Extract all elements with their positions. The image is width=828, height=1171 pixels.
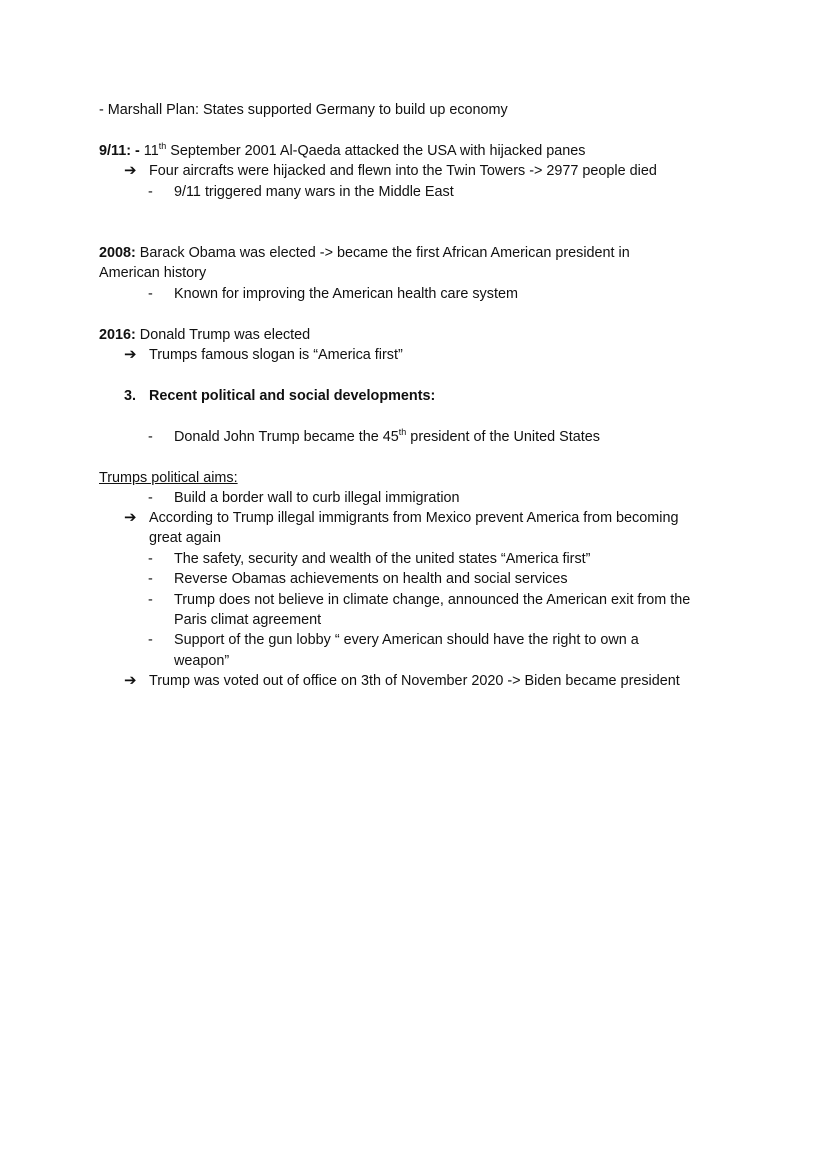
dash-bullet-icon: -	[148, 571, 153, 587]
obama-line-2: American history	[99, 265, 207, 281]
section-3-number: 3.	[124, 388, 137, 404]
section-3-bullet-pre: Donald John Trump became the 45	[174, 429, 399, 445]
arrow-icon: ➔	[124, 346, 137, 363]
section-3-bullet-post: president of the United States	[406, 429, 600, 445]
dash-bullet-icon: -	[148, 429, 153, 445]
dash-bullet-icon: -	[148, 184, 153, 200]
section-3-title: Recent political and social developments:	[149, 388, 436, 404]
obama-line-1	[99, 243, 630, 263]
marshall-plan-line: - Marshall Plan: States supported Germany to build up economy	[99, 102, 508, 118]
aims-bullet-4-line-1: Trump does not believe in climate change, announced the American exit from the	[174, 592, 691, 608]
dash-bullet-icon: -	[148, 632, 153, 648]
trump-2016-line	[99, 325, 310, 345]
nine-eleven-heading: 9/11: -	[99, 143, 140, 159]
aims-arrow-1-line-2: great again	[149, 530, 222, 546]
nine-eleven-ordinal: 11	[143, 143, 159, 159]
trump-2016-text: Donald Trump was elected	[135, 327, 311, 343]
nine-eleven-arrow-text: Four aircrafts were hijacked and flewn into the Twin Towers -> 2977 people died	[149, 163, 657, 179]
nine-eleven-ordinal-suffix: th	[158, 141, 167, 152]
trump-2016-year: 2016:	[99, 327, 136, 343]
section-3-bullet-sup: th	[398, 427, 407, 438]
nine-eleven-text: September 2001 Al-Qaeda attacked the USA with hijacked panes	[166, 143, 586, 159]
arrow-icon: ➔	[124, 162, 137, 179]
obama-text: Barack Obama was elected -> became the first African American president in	[135, 245, 630, 261]
nine-eleven-bullet: 9/11 triggered many wars in the Middle East	[174, 184, 454, 200]
aims-heading: Trumps political aims:	[99, 470, 238, 486]
aims-arrow-1-line-1: According to Trump illegal immigrants from Mexico prevent America from becoming	[149, 510, 679, 526]
dash-bullet-icon: -	[148, 551, 153, 567]
trump-slogan-line: Trumps famous slogan is “America first”	[149, 347, 403, 363]
dash-bullet-icon: -	[148, 286, 153, 302]
aims-bullet-1: Build a border wall to curb illegal immigration	[174, 490, 460, 506]
aims-arrow-2: Trump was voted out of office on 3th of November 2020 -> Biden became president	[149, 673, 680, 689]
obama-bullet: Known for improving the American health care system	[174, 286, 518, 302]
section-3-bullet	[174, 427, 600, 447]
aims-bullet-4-line-2: Paris climat agreement	[174, 612, 322, 628]
nine-eleven-line	[99, 141, 585, 161]
arrow-icon: ➔	[124, 509, 137, 526]
obama-year: 2008:	[99, 245, 136, 261]
dash-bullet-icon: -	[148, 490, 153, 506]
aims-bullet-5-line-2: weapon”	[174, 653, 230, 669]
dash-bullet-icon: -	[148, 592, 153, 608]
aims-bullet-3: Reverse Obamas achievements on health and social services	[174, 571, 568, 587]
aims-bullet-5-line-1: Support of the gun lobby “ every American should have the right to own a	[174, 632, 639, 648]
arrow-icon: ➔	[124, 672, 137, 689]
aims-bullet-2: The safety, security and wealth of the united states “America first”	[174, 551, 591, 567]
